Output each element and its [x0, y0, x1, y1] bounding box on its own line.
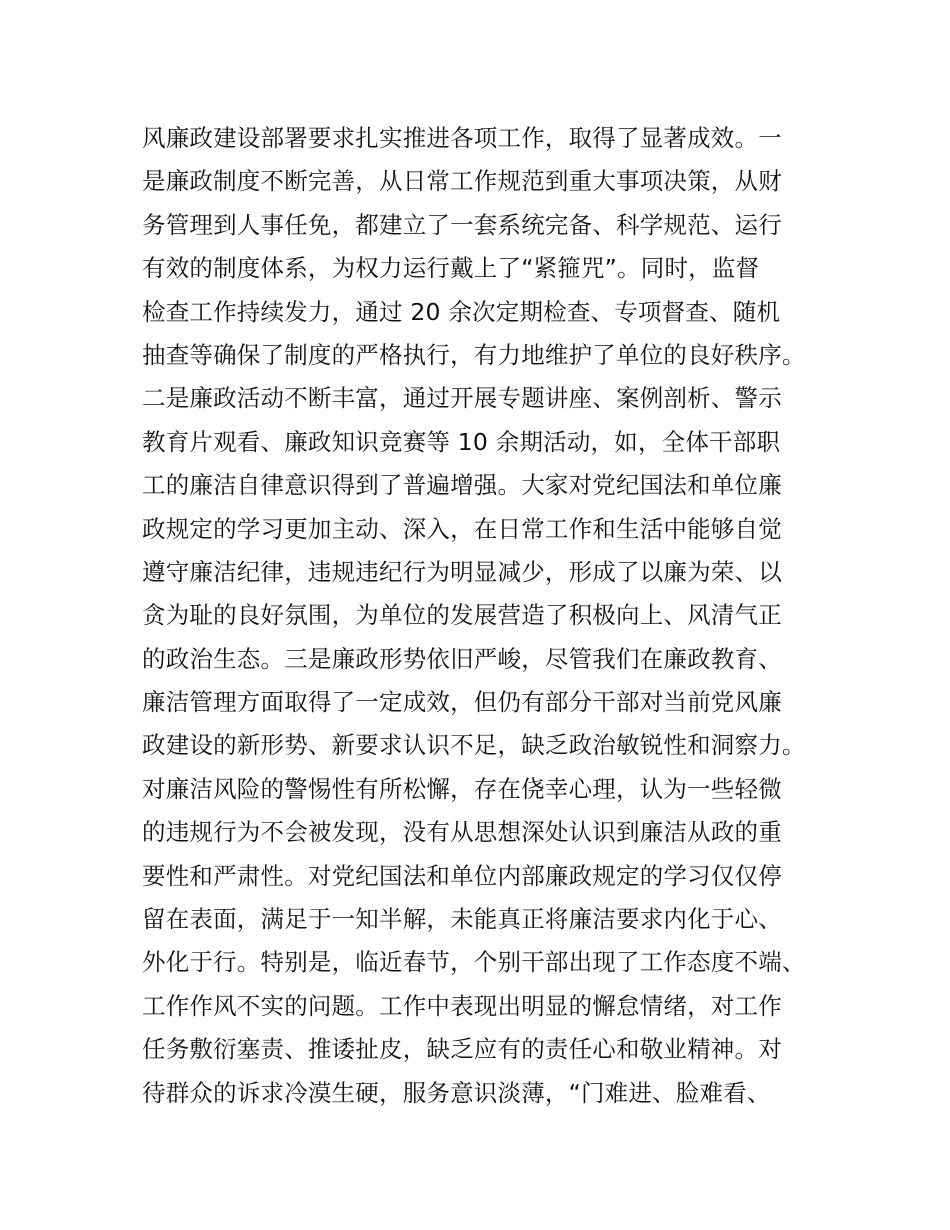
- text-line: 政规定的学习更加主动、深入，在日常工作和生活中能够自觉: [142, 514, 782, 543]
- text-line: 检查工作持续发力，通过 20 余次定期检查、专项督查、随机: [142, 297, 781, 326]
- text-line: 贪为耻的良好氛围，为单位的发展营造了积极向上、风清气正: [142, 601, 782, 630]
- text-line: 留在表面，满足于一知半解，未能真正将廉洁要求内化于心、: [142, 905, 782, 934]
- body-text: [142, 117, 842, 1115]
- text-line: 廉洁管理方面取得了一定成效，但仍有部分干部对当前党风廉: [142, 688, 782, 717]
- text-line: 要性和严肃性。对党纪国法和单位内部廉政规定的学习仅仅停: [142, 861, 782, 890]
- text-line: 风廉政建设部署要求扎实推进各项工作，取得了显著成效。一: [142, 124, 782, 152]
- text-line: 有效的制度体系，为权力运行戴上了“紧箍咒”。同时，监督: [142, 254, 760, 283]
- text-line: 对廉洁风险的警惕性有所松懈，存在侥幸心理，认为一些轻微: [142, 774, 782, 803]
- text-line: 的政治生态。三是廉政形势依旧严峻，尽管我们在廉政教育、: [142, 644, 782, 673]
- text-line: 教育片观看、廉政知识竞赛等 10 余期活动，如，全体干部职: [142, 427, 781, 456]
- text-line: 外化于行。特别是，临近春节，个别干部出现了工作态度不端、: [142, 948, 806, 977]
- text-line: 任务敷衍塞责、推诿扯皮，缺乏应有的责任心和敬业精神。对: [142, 1035, 782, 1064]
- text-line: 抽查等确保了制度的严格执行，有力地维护了单位的良好秩序。: [142, 340, 806, 369]
- text-line: 工作作风不实的问题。工作中表现出明显的懈怠情绪，对工作: [142, 991, 782, 1020]
- text-line: 遵守廉洁纪律，违规违纪行为明显减少，形成了以廉为荣、以: [142, 557, 782, 586]
- text-line: 二是廉政活动不断丰富，通过开展专题讲座、案例剖析、警示: [142, 384, 782, 413]
- text-line: 政建设的新形势、新要求认识不足，缺乏政治敏锐性和洞察力。: [142, 731, 806, 760]
- text-line: 务管理到人事任免，都建立了一套系统完备、科学规范、运行: [142, 210, 782, 239]
- text-line: 的违规行为不会被发现，没有从思想深处认识到廉洁从政的重: [142, 818, 782, 847]
- text-line: 待群众的诉求冷漠生硬，服务意识淡薄，“门难进、脸难看、: [142, 1078, 771, 1107]
- text-line: 是廉政制度不断完善，从日常工作规范到重大事项决策，从财: [142, 167, 782, 196]
- text-line: 工的廉洁自律意识得到了普遍增强。大家对党纪国法和单位廉: [142, 471, 782, 500]
